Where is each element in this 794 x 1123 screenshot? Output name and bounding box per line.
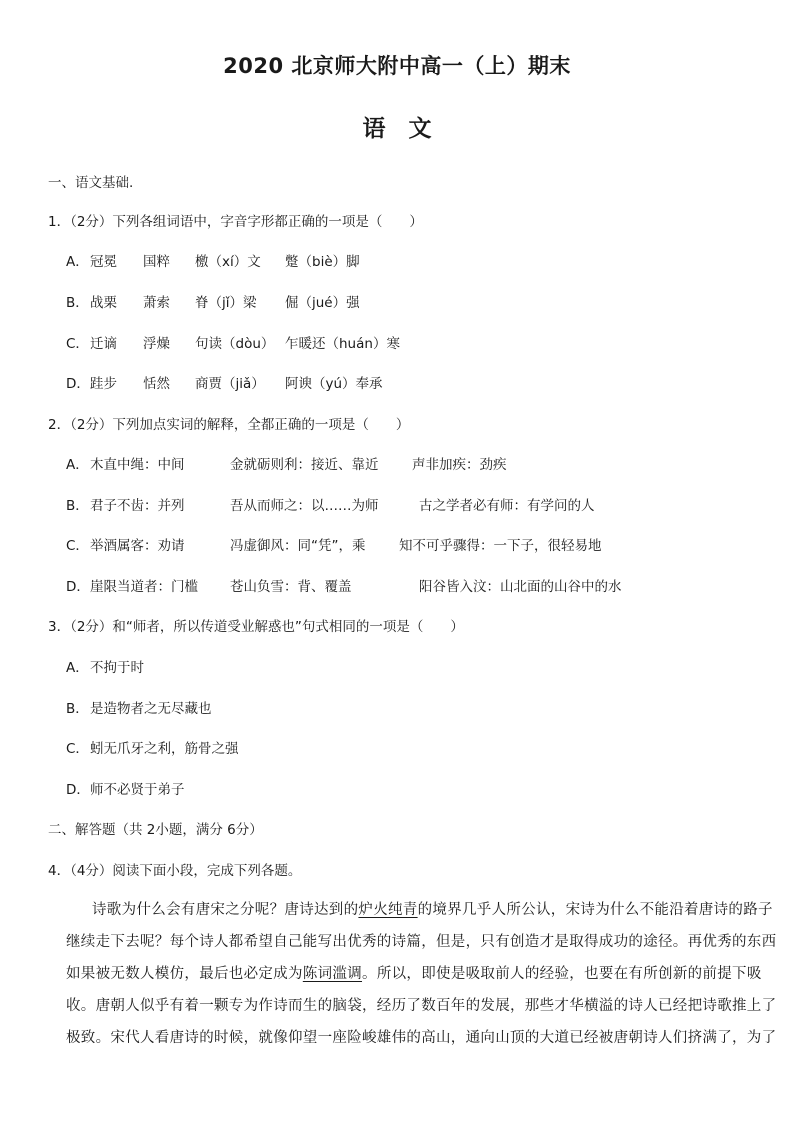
option-item: 迁谪: [90, 336, 117, 352]
option-text: 蚓无爪牙之利，筋骨之强: [90, 741, 239, 757]
option-item: 冯虚御风：同“凭”，乘: [230, 538, 366, 554]
option-item: 商贾（jiǎ）: [195, 376, 265, 392]
option-letter: B．: [66, 701, 89, 717]
underlined-phrase: 陈词滥调: [302, 966, 363, 982]
option-item: 举酒属客：劝请: [90, 538, 185, 554]
option-item: 阳谷皆入汶：山北面的山谷中的水: [419, 579, 622, 595]
passage-line-5: 极致。宋代人看唐诗的时候，就像仰望一座险峻雄伟的高山，通向山顶的大道已经被唐朝诗人们挤满了，为了: [66, 1030, 777, 1046]
option-item: 国粹: [143, 254, 170, 270]
option-item: 木直中绳：中间: [90, 457, 185, 473]
passage-line-3: [66, 962, 762, 983]
question-3-stem: 3．（2分）和“师者，所以传道受业解惑也”句式相同的一项是（ ）: [48, 619, 464, 635]
option-item: 跬步: [90, 376, 117, 392]
exam-title: 2020 北京师大附中高一（上）期末: [223, 54, 571, 78]
option-letter: B．: [66, 295, 89, 311]
option-letter: C．: [66, 336, 89, 352]
option-item: 君子不齿：并列: [90, 498, 185, 514]
option-item: 金就砺则利：接近、靠近: [230, 457, 379, 473]
option-letter: C．: [66, 538, 89, 554]
option-item: 脊（jǐ）梁: [195, 295, 257, 311]
passage-text: 。所以，即使是吸取前人的经验，也要在有所创新的前提下吸: [362, 966, 762, 982]
underlined-phrase: 炉火纯青: [358, 902, 418, 918]
option-item: 恬然: [143, 376, 170, 392]
option-item: 檄（xí）文: [195, 254, 261, 270]
option-text: 师不必贤于弟子: [90, 782, 185, 798]
option-item: 古之学者必有师：有学问的人: [419, 498, 595, 514]
option-item: 乍暖还（huán）寒: [285, 336, 400, 352]
option-text: 不拘于时: [90, 660, 144, 676]
option-letter: A．: [66, 254, 89, 270]
option-item: 浮燥: [143, 336, 170, 352]
option-text: 是造物者之无尽藏也: [90, 701, 212, 717]
option-letter: B．: [66, 498, 89, 514]
section-1-heading: 一、语文基础.: [48, 175, 134, 191]
question-4-stem: 4．（4分）阅读下面小段，完成下列各题。: [48, 863, 302, 879]
option-letter: C．: [66, 741, 89, 757]
option-item: 倔（jué）强: [285, 295, 360, 311]
option-letter: D．: [66, 782, 90, 798]
option-letter: D．: [66, 579, 90, 595]
option-item: 吾从而师之：以……为师: [230, 498, 379, 514]
section-2-heading: 二、解答题（共 2小题，满分 6分）: [48, 822, 263, 838]
option-item: 声非加疾：劲疾: [412, 457, 507, 473]
option-letter: A．: [66, 457, 89, 473]
option-item: 战栗: [90, 295, 117, 311]
passage-line-2: 继续走下去呢？每个诗人都希望自己能写出优秀的诗篇，但是，只有创造才是取得成功的途径。再优秀的东西: [66, 934, 777, 950]
option-item: 萧索: [143, 295, 170, 311]
question-2-stem: 2．（2分）下列加点实词的解释，全都正确的一项是（ ）: [48, 417, 410, 433]
passage-line-1: [92, 898, 773, 919]
option-item: 知不可乎骤得：一下子，很轻易地: [399, 538, 602, 554]
option-letter: D．: [66, 376, 90, 392]
option-item: 苍山负雪：背、覆盖: [230, 579, 352, 595]
question-1-stem: 1．（2分）下列各组词语中，字音字形都正确的一项是（ ）: [48, 214, 423, 230]
option-item: 冠冕: [90, 254, 117, 270]
option-letter: A．: [66, 660, 89, 676]
passage-text: 的境界几乎人所公认，宋诗为什么不能沿着唐诗的路子: [417, 902, 773, 918]
passage-line-4: 收。唐朝人似乎有着一颗专为作诗而生的脑袋，经历了数百年的发展，那些才华横溢的诗人已经把诗歌推上了: [66, 998, 777, 1014]
option-item: 句读（dòu）: [195, 336, 275, 352]
passage-text: 如果被无数人模仿，最后也必定成为: [66, 966, 303, 982]
option-item: 蹩（biè）脚: [285, 254, 360, 270]
option-item: 阿谀（yú）奉承: [285, 376, 383, 392]
passage-text: 诗歌为什么会有唐宋之分呢？唐诗达到的: [92, 902, 359, 918]
option-item: 崖限当道者：门槛: [90, 579, 198, 595]
subject-title: 语 文: [362, 116, 432, 142]
